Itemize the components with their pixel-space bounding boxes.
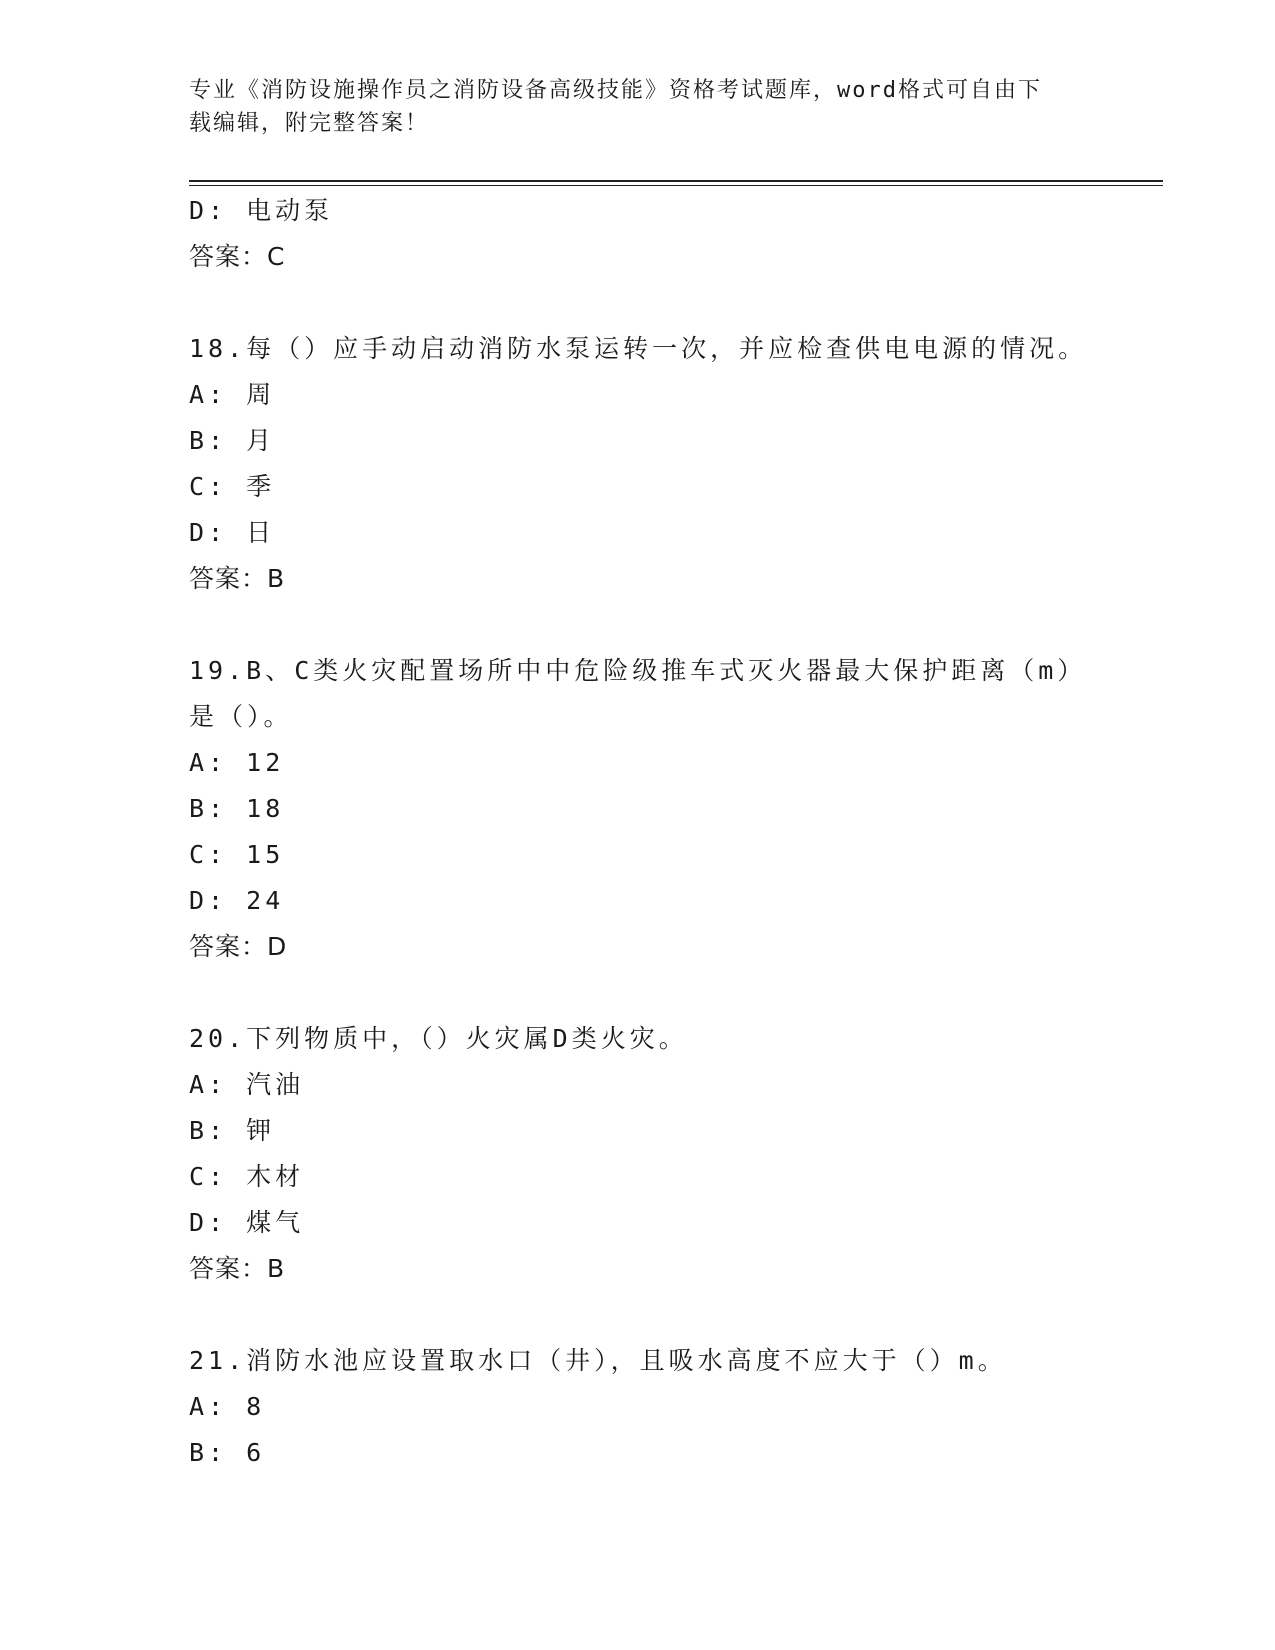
question-19-option-c: C: 15 [189,840,285,869]
question-18-stem: 18.每（）应手动启动消防水泵运转一次，并应检查供电电源的情况。 [189,334,1088,363]
header-line-2: 载编辑，附完整答案！ [189,111,430,136]
question-19-option-b: B: 18 [189,794,285,823]
question-19-stem-line-2: 是（）。 [189,702,293,731]
question-20-option-d: D: 煤气 [189,1208,305,1237]
prev-answer: 答案：C [189,242,286,271]
question-21-option-b: B: 6 [189,1438,266,1467]
spacer [189,280,1089,326]
question-19-answer: 答案：D [189,932,288,961]
question-21-stem: 21.消防水池应设置取水口（井），且吸水高度不应大于（）m。 [189,1346,1007,1375]
question-19-option-d: D: 24 [189,886,285,915]
question-21-option-a: A: 8 [189,1392,266,1421]
prev-option-d: D: 电动泵 [189,196,334,225]
header-divider-thick [189,180,1163,182]
question-18-option-b: B: 月 [189,426,276,455]
spacer [189,970,1089,1016]
header-divider-thin [189,185,1163,186]
question-18-option-d: D: 日 [189,518,276,547]
header-line-1: 专业《消防设施操作员之消防设备高级技能》资格考试题库，word格式可自由下 [189,78,1042,103]
question-19-stem-line-1: 19.B、C类火灾配置场所中中危险级推车式灭火器最大保护距离（m） [189,656,1087,685]
spacer [189,602,1089,648]
question-18-answer: 答案：B [189,564,286,593]
document-header [189,74,1069,140]
question-19-option-a: A: 12 [189,748,285,777]
question-20-answer: 答案：B [189,1254,286,1283]
question-18-option-a: A: 周 [189,380,276,409]
spacer [189,1292,1089,1338]
question-20-stem: 20.下列物质中，（）火灾属D类火灾。 [189,1024,688,1053]
question-18-option-c: C: 季 [189,472,276,501]
question-20-option-a: A: 汽油 [189,1070,305,1099]
question-20-option-b: B: 钾 [189,1116,276,1145]
question-20-option-c: C: 木材 [189,1162,305,1191]
question-content [189,188,1089,1476]
